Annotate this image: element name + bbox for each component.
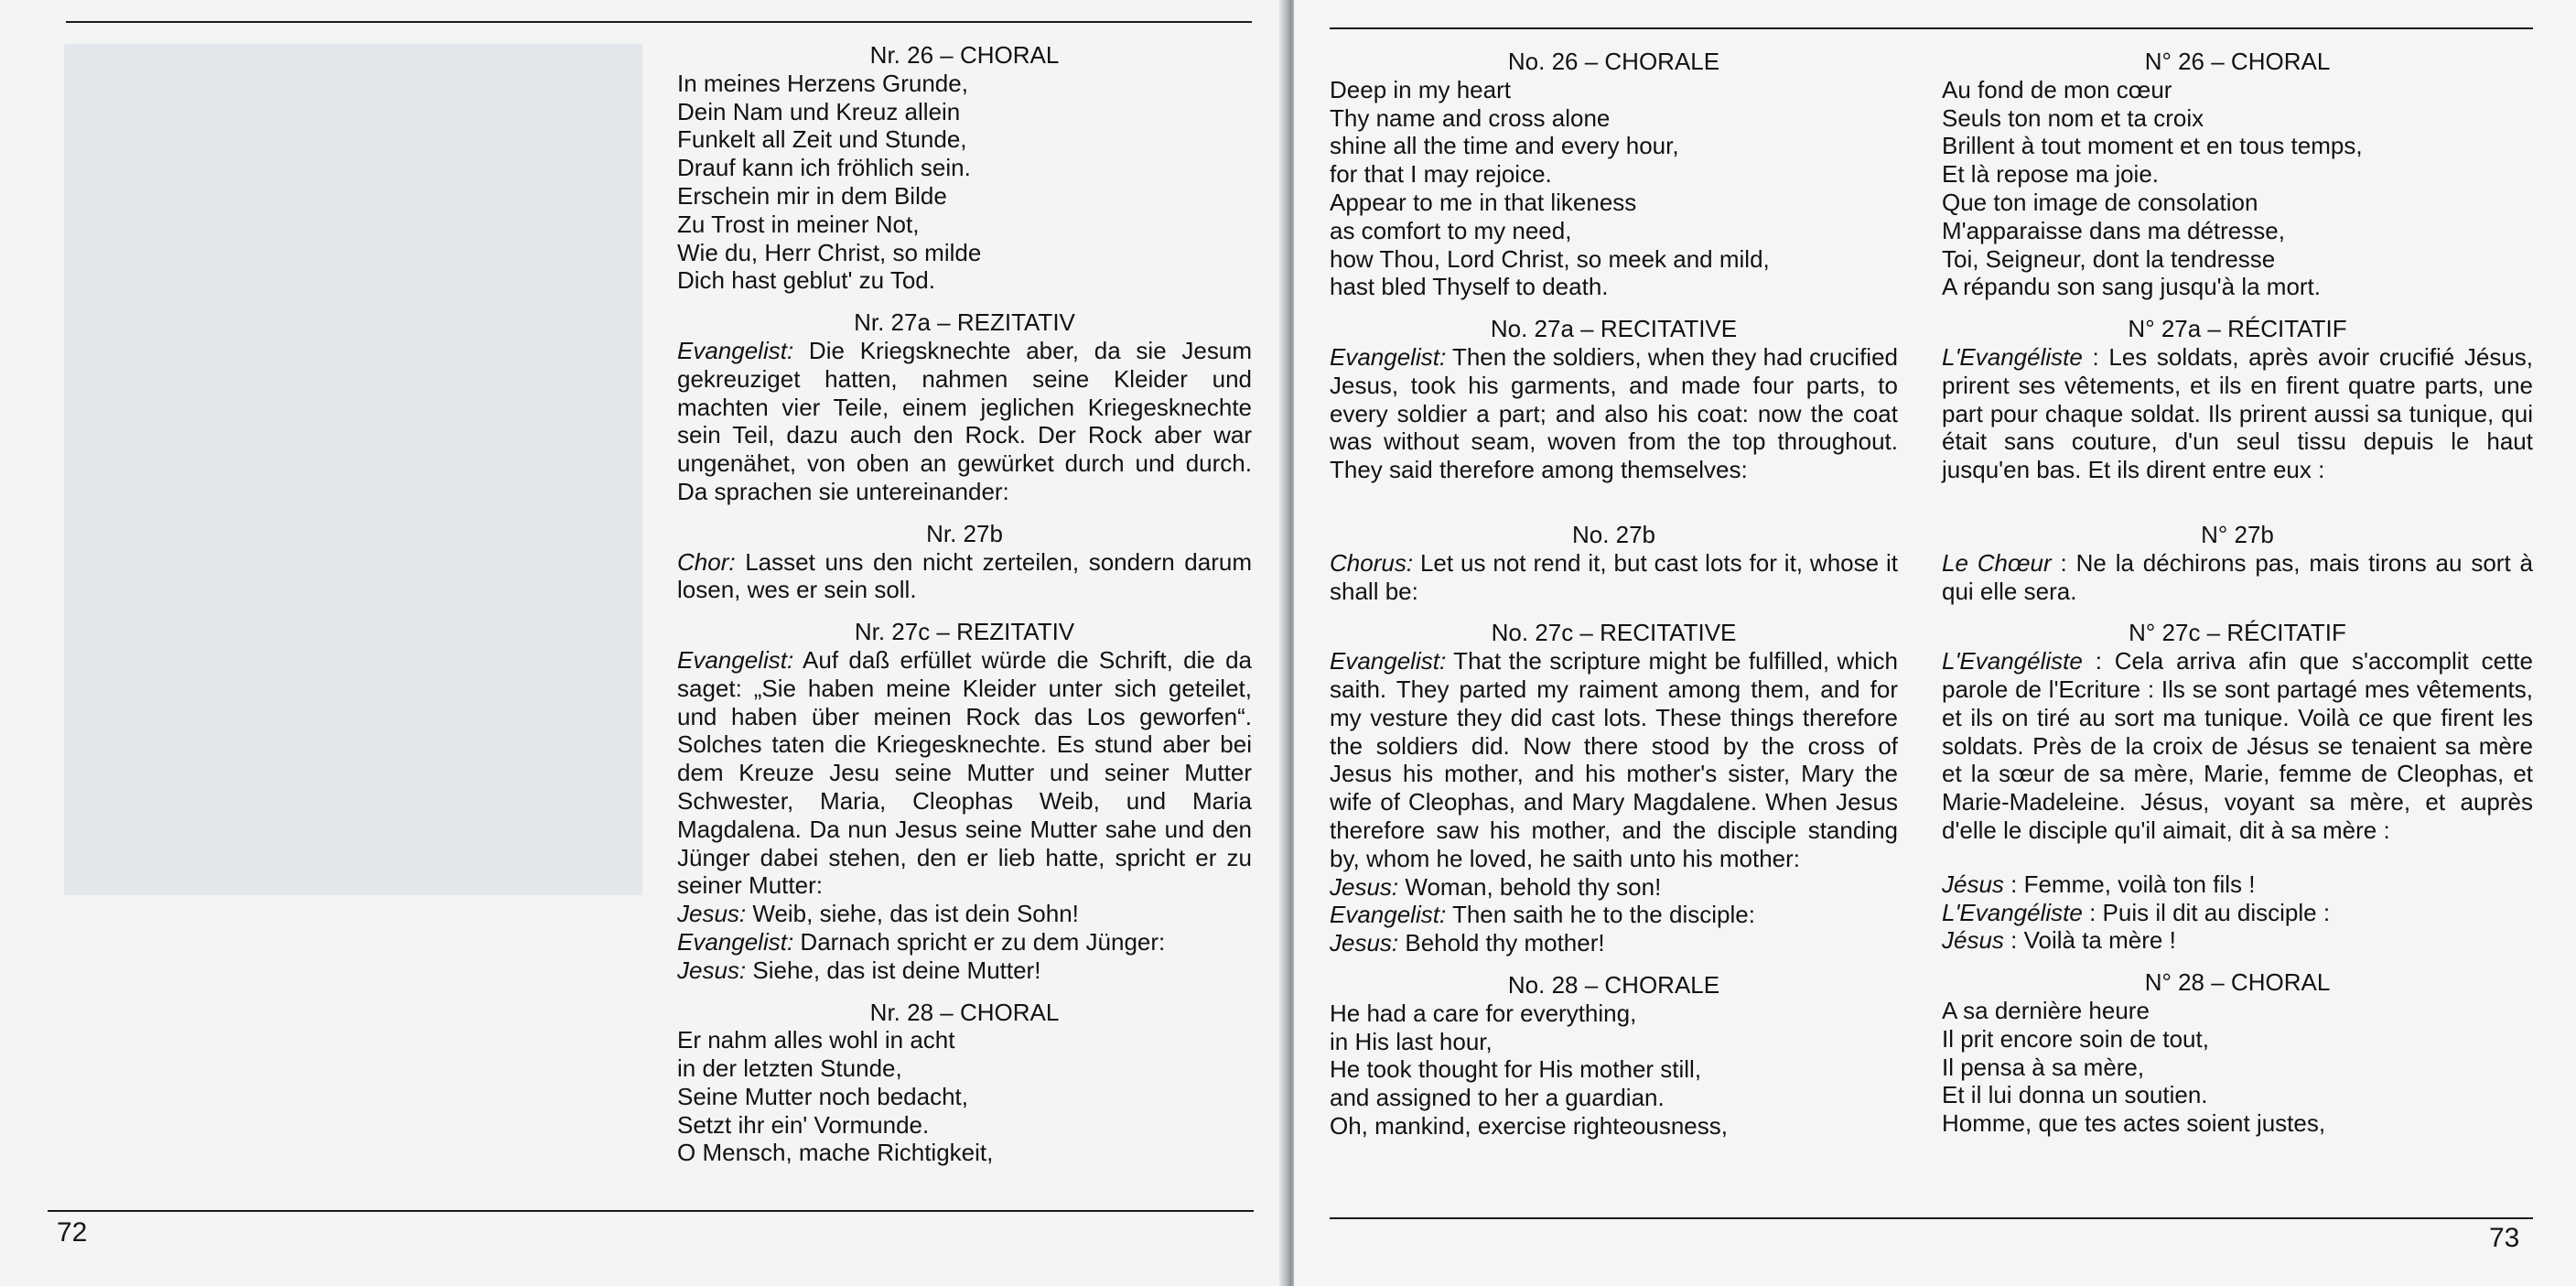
verse-line: Il prit encore soin de tout, bbox=[1942, 1024, 2209, 1053]
speaker-label: Le Chœur bbox=[1942, 548, 2052, 577]
speaker-label: Chorus: bbox=[1330, 548, 1414, 577]
verse-line: Setzt ihr ein' Vormunde. bbox=[677, 1110, 930, 1139]
choral-verse bbox=[1942, 76, 2533, 301]
speaker-label: L'Evangéliste bbox=[1942, 647, 2083, 675]
verse-line: Au fond de mon cœur bbox=[1942, 75, 2172, 103]
choral-verse bbox=[677, 70, 1252, 295]
dialogue-line: Jesus: Behold thy mother! bbox=[1330, 929, 1605, 957]
speaker-label: L'Evangéliste bbox=[1942, 898, 2083, 926]
verse-line: He took thought for His mother still, bbox=[1330, 1055, 1702, 1084]
section-heading: Nr. 26 – CHORAL bbox=[869, 41, 1060, 69]
recitative-paragraph bbox=[1330, 647, 1898, 872]
section-heading: No. 28 – CHORALE bbox=[1507, 970, 1720, 999]
verse-line: Oh, mankind, exercise righteousness, bbox=[1330, 1111, 1728, 1140]
verse-line: A sa dernière heure bbox=[1942, 996, 2150, 1024]
verse-line: Thy name and cross alone bbox=[1330, 103, 1611, 132]
verse-line: Er nahm alles wohl in acht bbox=[677, 1026, 955, 1054]
verse-line: Dein Nam und Kreuz allein bbox=[677, 97, 961, 125]
page-number: 73 bbox=[2489, 1223, 2520, 1253]
verse-line: Brillent à tout moment et en tous temps, bbox=[1942, 132, 2363, 160]
verse-line: Dich hast geblut' zu Tod. bbox=[677, 266, 935, 295]
french-column bbox=[1942, 48, 2533, 1138]
paragraph-text: : Les soldats, après avoir crucifié Jésus, prirent ses vêtements, et ils en firent quatre parts, une part pour chaque soldat. Ils prirent aussi sa tunique, qui était sans couture, d'un seul tissu depuis le haut jusqu'en bas. Et ils dirent entre eux : bbox=[1942, 342, 2533, 484]
dialogue-line: Jésus : Voilà ta mère ! bbox=[1942, 926, 2176, 955]
verse-line: for that I may rejoice. bbox=[1330, 160, 1552, 189]
section-heading: N° 27c – RÉCITATIF bbox=[2129, 619, 2346, 647]
verse-line: O Mensch, mache Richtigkeit, bbox=[677, 1139, 994, 1167]
verse-line: Zu Trost in meiner Not, bbox=[677, 210, 920, 238]
verse-line: Toi, Seigneur, dont la tendresse bbox=[1942, 244, 2276, 273]
verse-line: Que ton image de consolation bbox=[1942, 188, 2258, 216]
recitative-paragraph bbox=[677, 646, 1252, 900]
dialogue-line: Jesus: Weib, siehe, das ist dein Sohn! bbox=[677, 900, 1079, 928]
speaker-label: Evangelist: bbox=[677, 336, 794, 364]
speaker-label: Evangelist: bbox=[677, 645, 794, 674]
paragraph-text: That the scripture might be fulfilled, which saith. They parted my raiment among them, and for my vesture they did cast lots. These things therefore the soldiers did. Now there stood by the cross of Jesus his mother, and his mother's sister, Mary the wife of Cleophas, and Mary Magdalene. When Jesus therefore saw his mother, and the disciple standing by, whom he loved, he saith unto his mother: bbox=[1330, 647, 1898, 872]
speaker-label: Evangelist: bbox=[1330, 342, 1447, 371]
dialogue-line: Jesus: Siehe, das ist deine Mutter! bbox=[677, 956, 1041, 984]
verse-line: Seine Mutter noch bedacht, bbox=[677, 1082, 968, 1110]
top-rule bbox=[66, 21, 1252, 23]
show-through-photo bbox=[64, 44, 642, 895]
verse-line: Deep in my heart bbox=[1330, 75, 1511, 103]
verse-line: Wie du, Herr Christ, so milde bbox=[677, 238, 982, 266]
right-page bbox=[1294, 0, 2576, 1286]
verse-line: He had a care for everything, bbox=[1330, 999, 1637, 1027]
verse-line: Homme, que tes actes soient justes, bbox=[1942, 1109, 2326, 1138]
recitative-paragraph bbox=[677, 337, 1252, 506]
dialogue-line: Evangelist: Darnach spricht er zu dem Jünger: bbox=[677, 927, 1166, 956]
verse-line: hast bled Thyself to death. bbox=[1330, 273, 1609, 301]
speaker-label: Jésus bbox=[1942, 926, 2004, 955]
section-heading: Nr. 27a – REZITATIV bbox=[854, 308, 1075, 337]
bottom-rule bbox=[48, 1210, 1254, 1212]
top-rule bbox=[1330, 27, 2533, 29]
verse-line: Erschein mir in dem Bilde bbox=[677, 181, 947, 210]
recitative-paragraph bbox=[1330, 343, 1898, 484]
dialogue-line: Jesus: Woman, behold thy son! bbox=[1330, 872, 1662, 901]
chorus-paragraph bbox=[1942, 549, 2533, 606]
chorus-paragraph bbox=[1330, 549, 1898, 606]
verse-line: in His last hour, bbox=[1330, 1027, 1493, 1055]
verse-line: Seuls ton nom et ta croix bbox=[1942, 103, 2204, 132]
section-heading: N° 27b bbox=[2201, 520, 2274, 548]
paragraph-text: Then the soldiers, when they had crucified Jesus, took his garments, and made four parts, to every soldier a part; and also his coat: now the coat was without seam, woven from the top throughout. They said therefore among themselves: bbox=[1330, 342, 1898, 484]
section-heading: N° 28 – CHORAL bbox=[2144, 968, 2331, 997]
speaker-label: Jesus: bbox=[1330, 929, 1399, 957]
dialogue-line: Jésus : Femme, voilà ton fils ! bbox=[1942, 870, 2256, 898]
choral-verse bbox=[1330, 1000, 1898, 1140]
chorus-paragraph bbox=[677, 548, 1252, 605]
verse-line: Et là repose ma joie. bbox=[1942, 160, 2160, 189]
bottom-rule bbox=[1330, 1217, 2533, 1219]
paragraph-text: Lasset uns den nicht zerteilen, sondern darum losen, wes er sein soll. bbox=[677, 547, 1252, 604]
section-heading: N° 27a – RÉCITATIF bbox=[2128, 315, 2347, 343]
dialogue-line: Evangelist: Then saith he to the disciple: bbox=[1330, 901, 1755, 929]
verse-line: Il pensa à sa mère, bbox=[1942, 1053, 2145, 1081]
verse-line: and assigned to her a guardian. bbox=[1330, 1084, 1665, 1112]
speaker-label: Evangelist: bbox=[1330, 901, 1447, 929]
paragraph-text: : Cela arriva afin que s'accomplit cette parole de l'Ecriture : Ils se sont partagé mes vêtements, et ils on tiré au sort ma tunique. Voilà ce que firent les soldats. Près de la croix de Jésus se tenaient sa mère et la sœur de sa mère, Marie, femme de Cleophas, et Marie-Madeleine. Jésus, voyant sa mère, et auprès d'elle le disciple qu'il aimait, dit à sa mère : bbox=[1942, 647, 2533, 844]
recitative-paragraph bbox=[1942, 647, 2533, 845]
section-heading: Nr. 28 – CHORAL bbox=[869, 998, 1060, 1026]
section-heading: N° 26 – CHORAL bbox=[2144, 48, 2331, 75]
section-heading: Nr. 27c – REZITATIV bbox=[854, 618, 1075, 646]
speaker-label: Jesus: bbox=[677, 900, 747, 928]
section-heading: No. 27b bbox=[1571, 520, 1656, 548]
choral-verse bbox=[677, 1026, 1252, 1167]
verse-line: A répandu son sang jusqu'à la mort. bbox=[1942, 273, 2322, 301]
speaker-label: Jesus: bbox=[1330, 872, 1399, 901]
verse-line: in der letzten Stunde, bbox=[677, 1054, 902, 1083]
page-number: 72 bbox=[57, 1217, 88, 1248]
speaker-label: Evangelist: bbox=[677, 927, 794, 956]
paragraph-text: Auf daß erfüllet würde die Schrift, die da saget: „Sie haben meine Kleider unter sich geteilet, und haben über meinen Rock das Los geworfen“. Solches taten die Kriegesknechte. Es stund aber bei dem Kreuze Jesu seine Mutter und seiner Mutter Schwester, Maria, Cleophas Weib, und Maria Magdalena. Da nun Jesus seine Mutter sahe und den Jünger dabei stehen, den er lieb hatte, spricht er zu seiner Mutter: bbox=[677, 645, 1252, 900]
english-column bbox=[1330, 48, 1898, 1140]
verse-line: how Thou, Lord Christ, so meek and mild, bbox=[1330, 244, 1770, 273]
section-heading: No. 27c – RECITATIVE bbox=[1491, 619, 1737, 647]
speaker-label: Jésus bbox=[1942, 870, 2004, 898]
verse-line: M'apparaisse dans ma détresse, bbox=[1942, 216, 2285, 244]
choral-verse bbox=[1942, 997, 2533, 1138]
verse-line: Drauf kann ich fröhlich sein. bbox=[677, 154, 971, 182]
verse-line: shine all the time and every hour, bbox=[1330, 132, 1679, 160]
section-heading: No. 26 – CHORALE bbox=[1507, 48, 1720, 75]
section-heading: Nr. 27b bbox=[926, 519, 1003, 547]
choral-verse bbox=[1330, 76, 1898, 301]
german-column bbox=[677, 41, 1252, 1167]
verse-line: In meines Herzens Grunde, bbox=[677, 69, 968, 97]
recitative-paragraph bbox=[1942, 343, 2533, 484]
speaker-label: L'Evangéliste bbox=[1942, 342, 2083, 371]
paragraph-text: : Ne la déchirons pas, mais tirons au sort à qui elle sera. bbox=[1942, 548, 2533, 605]
verse-line: Funkelt all Zeit und Stunde, bbox=[677, 125, 967, 154]
paragraph-text: Die Kriegsknechte aber, da sie Jesum gekreuziget hatten, nahmen seine Kleider und machten vier Teile, einem jeglichen Kriegesknechte sein Teil, dazu auch den Rock. Der Rock aber war ungenähet, von oben an gewürket durch und durch. Da sprachen sie untereinander: bbox=[677, 336, 1252, 505]
speaker-label: Evangelist: bbox=[1330, 647, 1447, 675]
verse-line: Appear to me in that likeness bbox=[1330, 188, 1637, 216]
verse-line: as comfort to my need, bbox=[1330, 216, 1572, 244]
speaker-label: Jesus: bbox=[677, 956, 747, 984]
speaker-label: Chor: bbox=[677, 547, 736, 576]
verse-line: Et il lui donna un soutien. bbox=[1942, 1081, 2208, 1109]
paragraph-text: Let us not rend it, but cast lots for it, whose it shall be: bbox=[1330, 548, 1898, 605]
dialogue-line: L'Evangéliste : Puis il dit au disciple : bbox=[1942, 898, 2331, 926]
section-heading: No. 27a – RECITATIVE bbox=[1490, 315, 1738, 343]
